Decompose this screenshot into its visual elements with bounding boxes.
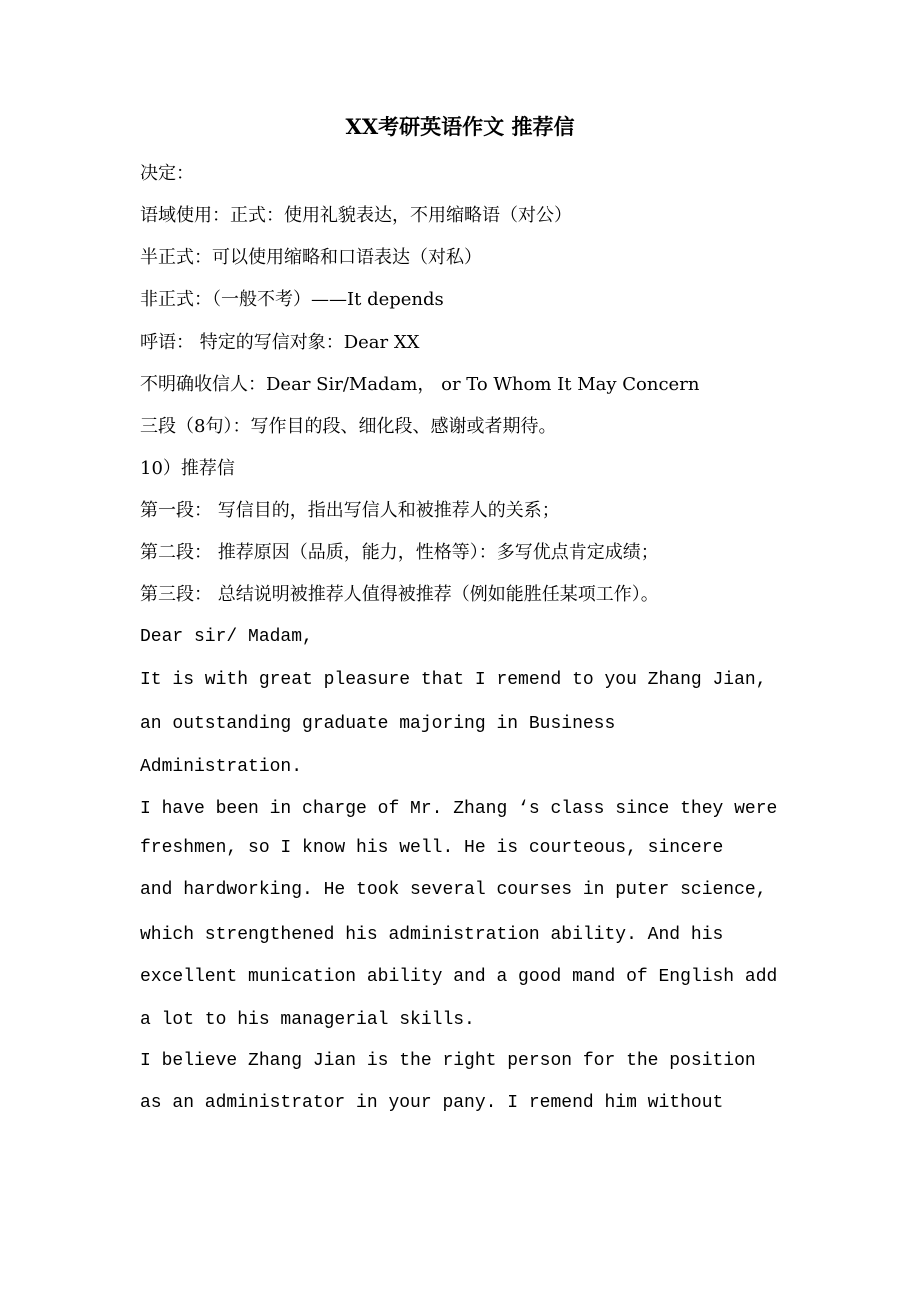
letter-line: I believe Zhang Jian is the right person for the position	[140, 1051, 756, 1071]
note-line: 第二段： 推荐原因（品质，能力，性格等）：多写优点肯定成绩；	[140, 542, 659, 563]
letter-line: Dear sir/ Madam,	[140, 627, 313, 647]
note-line: 不明确收信人：Dear Sir/Madam， or To Whom It May Concern	[140, 374, 700, 395]
letter-line: freshmen, so I know his well. He is courteous, sincere	[140, 838, 724, 858]
note-line: 10）推荐信	[140, 458, 235, 479]
note-line: 第三段： 总结说明被推荐人值得被推荐（例如能胜任某项工作）。	[140, 584, 659, 605]
note-line: 语域使用：正式：使用礼貌表达，不用缩略语（对公）	[140, 205, 572, 226]
letter-line: Administration.	[140, 757, 303, 777]
note-line: 非正式：（一般不考）——It depends	[140, 289, 444, 310]
note-line: 决定：	[140, 163, 194, 184]
letter-line: It is with great pleasure that I remend to you Zhang Jian,	[140, 670, 767, 690]
letter-line: which strengthened his administration ability. And his	[140, 925, 724, 945]
note-line: 第一段： 写信目的，指出写信人和被推荐人的关系；	[140, 500, 560, 521]
document-title: XX考研英语作文 推荐信	[345, 114, 575, 139]
letter-line: excellent munication ability and a good mand of English add	[140, 967, 778, 987]
note-line: 半正式：可以使用缩略和口语表达（对私）	[140, 247, 482, 268]
letter-line: an outstanding graduate majoring in Business	[140, 714, 616, 734]
note-line: 三段（8句）：写作目的段、细化段、感谢或者期待。	[140, 416, 557, 437]
note-line: 呼语： 特定的写信对象：Dear XX	[140, 332, 420, 353]
letter-line: and hardworking. He took several courses in puter science,	[140, 880, 767, 900]
letter-line: I have been in charge of Mr. Zhang ‘s class since they were	[140, 799, 778, 819]
letter-line: a lot to his managerial skills.	[140, 1010, 475, 1030]
letter-line: as an administrator in your pany. I remend him without	[140, 1093, 724, 1113]
